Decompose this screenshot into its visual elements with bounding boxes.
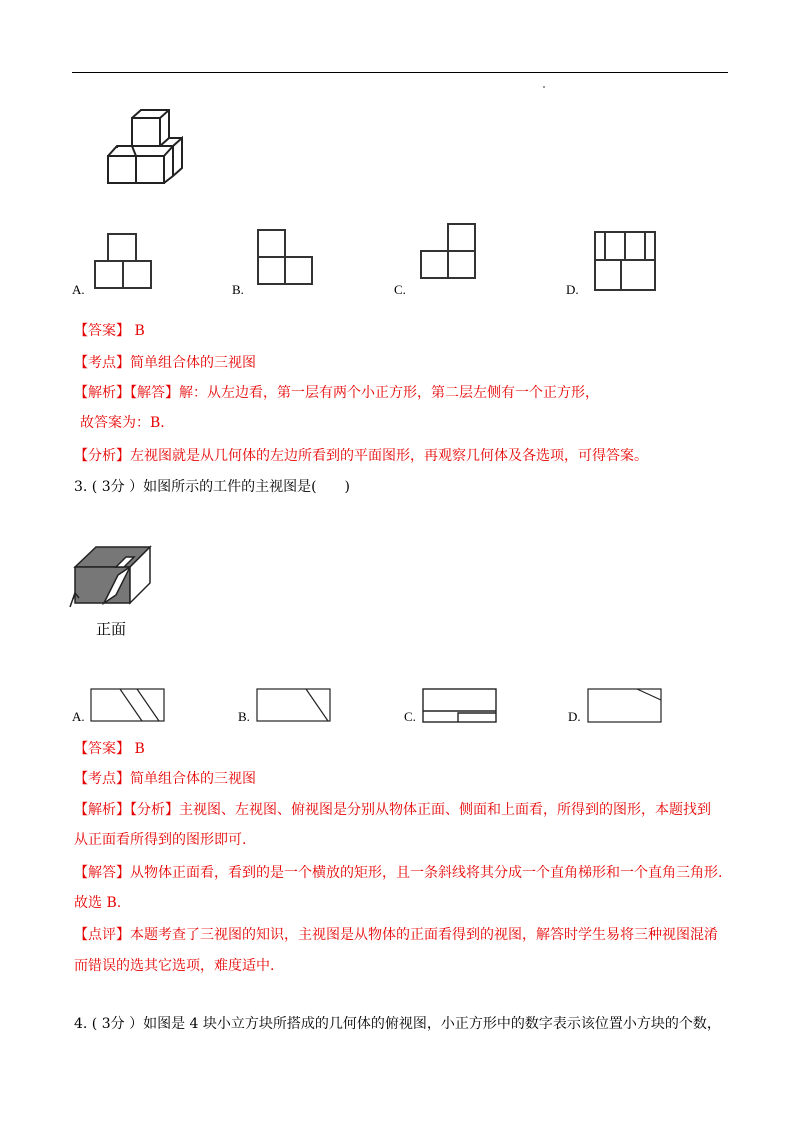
q3-kaodian: 【考点】简单组合体的三视图 [74,771,256,787]
q3-option-a-label[interactable]: A. [72,709,85,724]
q2-option-d-label[interactable]: D. [566,282,579,297]
q3-workpiece-figure [68,545,158,615]
scan-dot [543,86,545,88]
q2-conclusion: 故答案为：B. [80,415,165,431]
q2-option-c-figure [419,222,479,282]
q3-dianping-line1: 【点评】本题考查了三视图的知识，主视图是从物体的正面看得到的视图，解答时学生易将三种视图混淆 [74,927,718,943]
q3-stem: 3. ( 3分 ）如图所示的工件的主视图是( ) [74,479,350,495]
q2-jiexi: 【解析】【解答】解：从左边看，第一层有两个小正方形，第二层左侧有一个正方形， [74,385,599,401]
q2-option-c-label[interactable]: C. [394,282,406,297]
q2-fenxi: 【分析】左视图就是从几何体的左边所看到的平面图形，再观察几何体及各选项，可得答案。 [74,448,648,464]
q2-option-d-figure [593,230,659,294]
q4-stem: 4. ( 3分 ）如图是 4 块小立方块所搭成的几何体的俯视图，小正方形中的数字表示该位置小方块的个数， [74,1016,721,1032]
q3-jiexi-line1: 【解析】【分析】主视图、左视图、俯视图是分别从物体正面、侧面和上面看，所得到的图形，本题找到 [74,802,711,818]
q2-option-b-label[interactable]: B. [232,282,244,297]
q2-solid-figure [100,108,190,188]
q3-answer: 【答案】 B [74,741,145,757]
header-rule [72,72,728,73]
q3-option-c-figure [422,688,498,724]
q3-dianping-line2: 而错误的选其它选项，难度适中. [74,958,275,974]
q3-option-c-label[interactable]: C. [404,709,416,724]
q3-option-b-figure [256,688,332,722]
q2-option-a-label[interactable]: A. [72,282,85,297]
q3-front-label: 正面 [96,620,127,638]
q3-jieda-line2: 故选 B. [74,895,122,911]
q3-option-d-figure [587,688,663,724]
q3-option-a-figure [90,688,166,722]
q2-option-a-figure [93,232,153,292]
q3-option-b-label[interactable]: B. [238,709,250,724]
q3-jiexi-line2: 从正面看所得到的图形即可. [74,832,247,848]
q2-answer: 【答案】 B [74,323,145,339]
q3-option-d-label[interactable]: D. [568,709,581,724]
q3-jieda-line1: 【解答】从物体正面看，看到的是一个横放的矩形，且一条斜线将其分成一个直角梯形和一个直角三角形. [74,865,723,881]
q2-kaodian: 【考点】简单组合体的三视图 [74,355,256,371]
q2-option-b-figure [256,228,316,288]
